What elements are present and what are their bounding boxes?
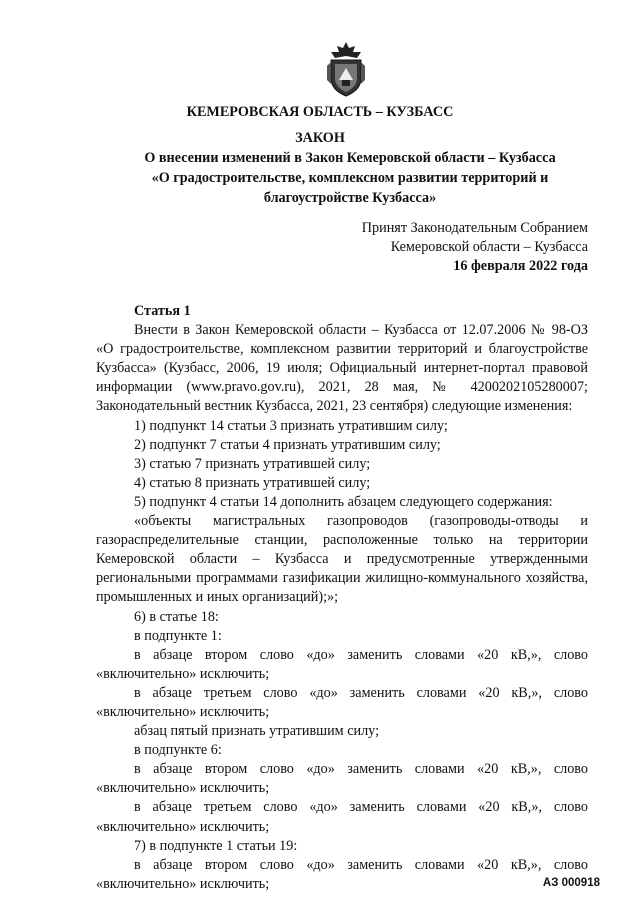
list-item: 4) статью 8 признать утратившей силу; — [134, 474, 371, 491]
list-item: 5) подпункт 4 статьи 14 дополнить абзацем следующего содержания: — [134, 493, 553, 510]
list-item: в подпункте 1: — [134, 627, 222, 644]
list-item: в абзаце третьем слово «до» заменить словами «20 кВ,», слово «включительно» исключить; — [96, 799, 588, 835]
list-item: абзац пятый признать утратившим силу; — [134, 723, 380, 740]
list-item: в абзаце втором слово «до» заменить словами «20 кВ,», слово «включительно» исключить; — [96, 761, 588, 797]
law-title — [120, 148, 580, 208]
list-item: 7) в подпункте 1 статьи 19: — [134, 837, 298, 854]
list-item: «объекты магистральных газопроводов (газопроводы-отводы и газораспределительные станции, расположенные только на территории Кемеровской области – Кузбасса и предусмотренные утвержденными региональными программами газификации жилищно-коммунального хозяйства, промышленных и иных организаций);»; — [96, 513, 588, 606]
list-item: в абзаце втором слово «до» заменить словами «20 кВ,», слово «включительно» исключить; — [96, 646, 588, 682]
law-title-line: благоустройстве Кузбасса» — [263, 190, 437, 206]
list-item: 1) подпункт 14 статьи 3 признать утратившим силу; — [134, 417, 448, 434]
list-item: в абзаце третьем слово «до» заменить словами «20 кВ,», слово «включительно» исключить; — [96, 684, 588, 720]
region-heading: КЕМЕРОВСКАЯ ОБЛАСТЬ – КУЗБАСС — [186, 104, 454, 120]
article-heading: Статья 1 — [134, 303, 191, 319]
law-title-line: О внесении изменений в Закон Кемеровской области – Кузбасса — [144, 150, 556, 166]
list-item: 2) подпункт 7 статьи 4 признать утратившим силу; — [134, 436, 441, 453]
law-title-line: «О градостроительстве, комплексном развитии территорий и — [151, 170, 549, 186]
coat-of-arms-icon — [325, 40, 367, 98]
list-item: 3) статью 7 признать утратившей силу; — [134, 455, 371, 472]
list-item: в абзаце втором слово «до» заменить словами «20 кВ,», слово «включительно» исключить; — [96, 856, 588, 892]
adoption-line: Принят Законодательным Собранием — [361, 220, 588, 236]
article-intro: Внести в Закон Кемеровской области – Кузбасса от 12.07.2006 № 98-ОЗ «О градостроительстве, комплексном развитии территорий и благоустройстве Кузбасса» (Кузбасс, 2006, 19 июля; Официальный интернет-портал правовой информации (www.pravo.gov.ru), 2021, 28 мая, № 4200202105280007; Законодательный вестник Кузбасса, 2021, 23 сентября) следующие изменения: — [96, 322, 588, 415]
serial-number: АЗ 000918 — [542, 877, 600, 889]
list-item: в подпункте 6: — [134, 742, 222, 759]
article-body — [96, 302, 588, 894]
adoption-date: 16 февраля 2022 года — [453, 258, 588, 274]
adoption-block — [362, 219, 588, 276]
document-type: ЗАКОН — [295, 130, 345, 146]
list-item: 6) в статье 18: — [134, 608, 219, 625]
adoption-line: Кемеровской области – Кузбасса — [390, 239, 588, 255]
